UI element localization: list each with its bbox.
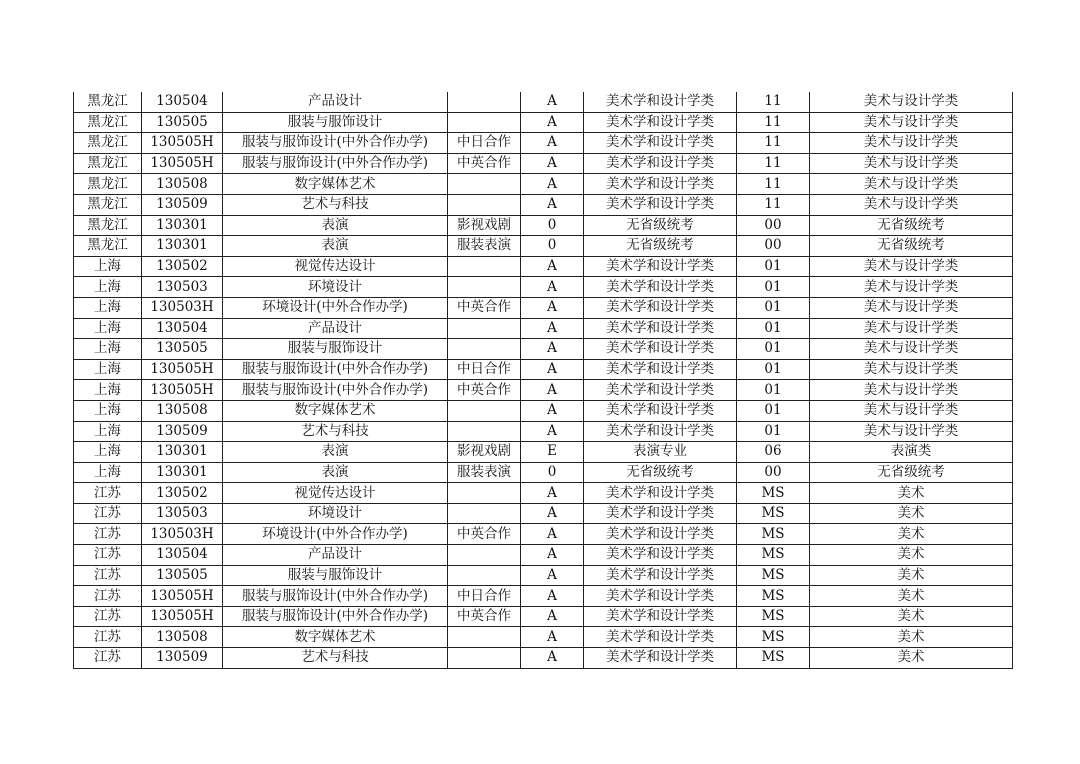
province-cell: 江苏 <box>74 606 142 627</box>
exam-name-cell: 美术 <box>810 503 1013 524</box>
major-name-cell: 环境设计(中外合作办学) <box>223 297 448 318</box>
category-code-cell: A <box>521 565 584 586</box>
table-row <box>74 256 1013 277</box>
major-code-cell: 130301 <box>142 236 223 257</box>
category-code-cell: A <box>521 256 584 277</box>
exam-code-cell: MS <box>737 483 810 504</box>
exam-code-cell: 01 <box>737 400 810 421</box>
exam-name-cell: 无省级统考 <box>810 462 1013 483</box>
table-row <box>74 277 1013 298</box>
direction-cell: 中英合作 <box>448 153 521 174</box>
exam-code-cell: 11 <box>737 133 810 154</box>
major-code-cell: 130509 <box>142 421 223 442</box>
table-row <box>74 174 1013 195</box>
table-row <box>74 339 1013 360</box>
province-cell: 上海 <box>74 318 142 339</box>
direction-cell: 中英合作 <box>448 380 521 401</box>
category-code-cell: A <box>521 277 584 298</box>
exam-name-cell: 美术与设计学类 <box>810 297 1013 318</box>
major-code-cell: 130503H <box>142 297 223 318</box>
category-code-cell: A <box>521 627 584 648</box>
major-name-cell: 视觉传达设计 <box>223 256 448 277</box>
exam-code-cell: 01 <box>737 318 810 339</box>
exam-name-cell: 美术 <box>810 606 1013 627</box>
major-name-cell: 表演 <box>223 442 448 463</box>
major-code-cell: 130502 <box>142 483 223 504</box>
province-cell: 江苏 <box>74 524 142 545</box>
major-name-cell: 表演 <box>223 462 448 483</box>
major-name-cell: 环境设计 <box>223 503 448 524</box>
category-code-cell: A <box>521 133 584 154</box>
exam-code-cell: 11 <box>737 112 810 133</box>
table-body <box>74 92 1013 668</box>
exam-name-cell: 美术与设计学类 <box>810 400 1013 421</box>
province-cell: 上海 <box>74 277 142 298</box>
direction-cell <box>448 318 521 339</box>
major-name-cell: 服装与服饰设计(中外合作办学) <box>223 153 448 174</box>
province-cell: 江苏 <box>74 627 142 648</box>
exam-name-cell: 美术与设计学类 <box>810 112 1013 133</box>
table-row <box>74 112 1013 133</box>
category-name-cell: 美术学和设计学类 <box>584 565 737 586</box>
exam-name-cell: 美术 <box>810 627 1013 648</box>
category-name-cell: 美术学和设计学类 <box>584 400 737 421</box>
major-code-cell: 130505 <box>142 112 223 133</box>
exam-code-cell: MS <box>737 524 810 545</box>
major-code-cell: 130508 <box>142 627 223 648</box>
exam-code-cell: 01 <box>737 339 810 360</box>
document-page <box>73 92 1012 669</box>
category-code-cell: 0 <box>521 462 584 483</box>
exam-code-cell: 01 <box>737 256 810 277</box>
province-cell: 江苏 <box>74 586 142 607</box>
exam-code-cell: 00 <box>737 215 810 236</box>
category-name-cell: 美术学和设计学类 <box>584 133 737 154</box>
major-code-cell: 130505H <box>142 153 223 174</box>
province-cell: 上海 <box>74 339 142 360</box>
direction-cell: 中日合作 <box>448 133 521 154</box>
major-name-cell: 服装与服饰设计 <box>223 565 448 586</box>
category-code-cell: A <box>521 92 584 112</box>
direction-cell <box>448 483 521 504</box>
major-code-cell: 130509 <box>142 194 223 215</box>
direction-cell: 中英合作 <box>448 297 521 318</box>
category-name-cell: 无省级统考 <box>584 215 737 236</box>
category-code-cell: A <box>521 545 584 566</box>
category-code-cell: A <box>521 339 584 360</box>
province-cell: 上海 <box>74 400 142 421</box>
table-row <box>74 483 1013 504</box>
major-code-cell: 130505H <box>142 606 223 627</box>
major-name-cell: 视觉传达设计 <box>223 483 448 504</box>
direction-cell: 服装表演 <box>448 462 521 483</box>
major-code-cell: 130504 <box>142 92 223 112</box>
category-name-cell: 美术学和设计学类 <box>584 318 737 339</box>
major-name-cell: 服装与服饰设计(中外合作办学) <box>223 380 448 401</box>
exam-name-cell: 美术 <box>810 524 1013 545</box>
major-code-cell: 130509 <box>142 648 223 669</box>
table-row <box>74 318 1013 339</box>
direction-cell <box>448 648 521 669</box>
table-row <box>74 524 1013 545</box>
major-code-cell: 130301 <box>142 462 223 483</box>
province-cell: 黑龙江 <box>74 215 142 236</box>
category-code-cell: A <box>521 174 584 195</box>
major-code-cell: 130505 <box>142 565 223 586</box>
direction-cell <box>448 400 521 421</box>
table-row <box>74 359 1013 380</box>
direction-cell: 中英合作 <box>448 606 521 627</box>
major-name-cell: 艺术与科技 <box>223 648 448 669</box>
exam-name-cell: 美术与设计学类 <box>810 339 1013 360</box>
category-name-cell: 美术学和设计学类 <box>584 586 737 607</box>
major-code-cell: 130505H <box>142 133 223 154</box>
exam-name-cell: 无省级统考 <box>810 236 1013 257</box>
table-row <box>74 565 1013 586</box>
province-cell: 江苏 <box>74 545 142 566</box>
major-code-cell: 130504 <box>142 318 223 339</box>
direction-cell <box>448 256 521 277</box>
exam-code-cell: MS <box>737 565 810 586</box>
table-row <box>74 503 1013 524</box>
major-code-cell: 130301 <box>142 442 223 463</box>
direction-cell <box>448 92 521 112</box>
exam-name-cell: 美术 <box>810 545 1013 566</box>
major-code-cell: 130503H <box>142 524 223 545</box>
category-code-cell: A <box>521 421 584 442</box>
exam-name-cell: 美术 <box>810 483 1013 504</box>
category-name-cell: 美术学和设计学类 <box>584 153 737 174</box>
category-name-cell: 无省级统考 <box>584 236 737 257</box>
exam-name-cell: 美术与设计学类 <box>810 277 1013 298</box>
exam-name-cell: 美术与设计学类 <box>810 256 1013 277</box>
exam-name-cell: 美术与设计学类 <box>810 133 1013 154</box>
province-cell: 黑龙江 <box>74 194 142 215</box>
exam-code-cell: 01 <box>737 359 810 380</box>
category-name-cell: 美术学和设计学类 <box>584 627 737 648</box>
major-name-cell: 表演 <box>223 215 448 236</box>
direction-cell: 中日合作 <box>448 586 521 607</box>
exam-code-cell: 01 <box>737 421 810 442</box>
table-row <box>74 380 1013 401</box>
exam-name-cell: 美术与设计学类 <box>810 174 1013 195</box>
table-row <box>74 586 1013 607</box>
table-row <box>74 297 1013 318</box>
major-name-cell: 产品设计 <box>223 318 448 339</box>
table-row <box>74 400 1013 421</box>
major-name-cell: 环境设计(中外合作办学) <box>223 524 448 545</box>
province-cell: 江苏 <box>74 503 142 524</box>
direction-cell <box>448 112 521 133</box>
category-name-cell: 美术学和设计学类 <box>584 545 737 566</box>
table-row <box>74 648 1013 669</box>
exam-code-cell: MS <box>737 503 810 524</box>
table-row <box>74 92 1013 112</box>
major-code-cell: 130505H <box>142 359 223 380</box>
category-name-cell: 表演专业 <box>584 442 737 463</box>
category-code-cell: A <box>521 524 584 545</box>
exam-name-cell: 美术与设计学类 <box>810 318 1013 339</box>
category-name-cell: 美术学和设计学类 <box>584 194 737 215</box>
direction-cell: 服装表演 <box>448 236 521 257</box>
category-code-cell: A <box>521 359 584 380</box>
table-row <box>74 442 1013 463</box>
exam-code-cell: 06 <box>737 442 810 463</box>
table-row <box>74 421 1013 442</box>
major-name-cell: 艺术与科技 <box>223 194 448 215</box>
category-name-cell: 美术学和设计学类 <box>584 606 737 627</box>
category-code-cell: A <box>521 194 584 215</box>
exam-code-cell: 01 <box>737 297 810 318</box>
table-row <box>74 462 1013 483</box>
category-code-cell: A <box>521 648 584 669</box>
major-name-cell: 服装与服饰设计 <box>223 339 448 360</box>
major-name-cell: 服装与服饰设计(中外合作办学) <box>223 606 448 627</box>
province-cell: 上海 <box>74 359 142 380</box>
category-name-cell: 美术学和设计学类 <box>584 92 737 112</box>
exam-name-cell: 美术与设计学类 <box>810 359 1013 380</box>
province-cell: 黑龙江 <box>74 174 142 195</box>
major-code-cell: 130505 <box>142 339 223 360</box>
category-name-cell: 美术学和设计学类 <box>584 339 737 360</box>
exam-name-cell: 美术与设计学类 <box>810 153 1013 174</box>
province-cell: 江苏 <box>74 483 142 504</box>
admissions-table <box>73 92 1013 669</box>
exam-code-cell: 11 <box>737 194 810 215</box>
exam-name-cell: 美术与设计学类 <box>810 92 1013 112</box>
exam-code-cell: MS <box>737 627 810 648</box>
category-code-cell: A <box>521 606 584 627</box>
province-cell: 江苏 <box>74 648 142 669</box>
category-name-cell: 美术学和设计学类 <box>584 112 737 133</box>
table-row <box>74 545 1013 566</box>
category-name-cell: 美术学和设计学类 <box>584 648 737 669</box>
exam-name-cell: 美术 <box>810 586 1013 607</box>
major-name-cell: 产品设计 <box>223 92 448 112</box>
exam-code-cell: 01 <box>737 277 810 298</box>
direction-cell <box>448 503 521 524</box>
category-name-cell: 美术学和设计学类 <box>584 524 737 545</box>
major-name-cell: 数字媒体艺术 <box>223 174 448 195</box>
direction-cell <box>448 277 521 298</box>
category-code-cell: A <box>521 112 584 133</box>
major-code-cell: 130505H <box>142 380 223 401</box>
direction-cell <box>448 174 521 195</box>
category-name-cell: 美术学和设计学类 <box>584 503 737 524</box>
table-row <box>74 194 1013 215</box>
category-name-cell: 美术学和设计学类 <box>584 277 737 298</box>
exam-code-cell: 01 <box>737 380 810 401</box>
major-name-cell: 表演 <box>223 236 448 257</box>
major-code-cell: 130503 <box>142 277 223 298</box>
direction-cell <box>448 627 521 648</box>
major-code-cell: 130508 <box>142 174 223 195</box>
province-cell: 上海 <box>74 380 142 401</box>
major-name-cell: 产品设计 <box>223 545 448 566</box>
table-row <box>74 133 1013 154</box>
category-name-cell: 美术学和设计学类 <box>584 421 737 442</box>
exam-name-cell: 无省级统考 <box>810 215 1013 236</box>
province-cell: 上海 <box>74 442 142 463</box>
major-name-cell: 数字媒体艺术 <box>223 400 448 421</box>
category-name-cell: 美术学和设计学类 <box>584 359 737 380</box>
province-cell: 上海 <box>74 462 142 483</box>
direction-cell <box>448 545 521 566</box>
exam-code-cell: MS <box>737 648 810 669</box>
category-code-cell: A <box>521 380 584 401</box>
province-cell: 上海 <box>74 297 142 318</box>
category-code-cell: A <box>521 503 584 524</box>
major-name-cell: 数字媒体艺术 <box>223 627 448 648</box>
exam-name-cell: 美术 <box>810 648 1013 669</box>
direction-cell: 影视戏剧 <box>448 215 521 236</box>
direction-cell: 中英合作 <box>448 524 521 545</box>
category-name-cell: 美术学和设计学类 <box>584 483 737 504</box>
table-row <box>74 606 1013 627</box>
major-name-cell: 艺术与科技 <box>223 421 448 442</box>
province-cell: 上海 <box>74 256 142 277</box>
exam-code-cell: 11 <box>737 153 810 174</box>
exam-code-cell: MS <box>737 586 810 607</box>
exam-name-cell: 美术 <box>810 565 1013 586</box>
category-code-cell: A <box>521 297 584 318</box>
category-code-cell: E <box>521 442 584 463</box>
table-row <box>74 627 1013 648</box>
direction-cell: 中日合作 <box>448 359 521 380</box>
category-code-cell: A <box>521 483 584 504</box>
category-code-cell: A <box>521 586 584 607</box>
table-row <box>74 236 1013 257</box>
exam-code-cell: 11 <box>737 92 810 112</box>
major-name-cell: 服装与服饰设计(中外合作办学) <box>223 133 448 154</box>
direction-cell: 影视戏剧 <box>448 442 521 463</box>
major-name-cell: 服装与服饰设计 <box>223 112 448 133</box>
direction-cell <box>448 565 521 586</box>
major-name-cell: 服装与服饰设计(中外合作办学) <box>223 359 448 380</box>
province-cell: 黑龙江 <box>74 92 142 112</box>
major-code-cell: 130505H <box>142 586 223 607</box>
exam-code-cell: MS <box>737 545 810 566</box>
category-name-cell: 美术学和设计学类 <box>584 174 737 195</box>
category-name-cell: 无省级统考 <box>584 462 737 483</box>
major-code-cell: 130504 <box>142 545 223 566</box>
exam-code-cell: MS <box>737 606 810 627</box>
province-cell: 黑龙江 <box>74 112 142 133</box>
category-code-cell: 0 <box>521 236 584 257</box>
category-name-cell: 美术学和设计学类 <box>584 380 737 401</box>
direction-cell <box>448 339 521 360</box>
category-code-cell: A <box>521 153 584 174</box>
major-code-cell: 130508 <box>142 400 223 421</box>
province-cell: 黑龙江 <box>74 236 142 257</box>
direction-cell <box>448 421 521 442</box>
exam-name-cell: 表演类 <box>810 442 1013 463</box>
major-name-cell: 环境设计 <box>223 277 448 298</box>
table-row <box>74 153 1013 174</box>
category-name-cell: 美术学和设计学类 <box>584 256 737 277</box>
province-cell: 黑龙江 <box>74 133 142 154</box>
category-code-cell: 0 <box>521 215 584 236</box>
exam-name-cell: 美术与设计学类 <box>810 421 1013 442</box>
direction-cell <box>448 194 521 215</box>
major-code-cell: 130503 <box>142 503 223 524</box>
category-code-cell: A <box>521 400 584 421</box>
table-row <box>74 215 1013 236</box>
major-code-cell: 130502 <box>142 256 223 277</box>
major-name-cell: 服装与服饰设计(中外合作办学) <box>223 586 448 607</box>
province-cell: 上海 <box>74 421 142 442</box>
province-cell: 黑龙江 <box>74 153 142 174</box>
exam-code-cell: 11 <box>737 174 810 195</box>
exam-code-cell: 00 <box>737 236 810 257</box>
province-cell: 江苏 <box>74 565 142 586</box>
category-name-cell: 美术学和设计学类 <box>584 297 737 318</box>
exam-code-cell: 00 <box>737 462 810 483</box>
category-code-cell: A <box>521 318 584 339</box>
major-code-cell: 130301 <box>142 215 223 236</box>
exam-name-cell: 美术与设计学类 <box>810 380 1013 401</box>
exam-name-cell: 美术与设计学类 <box>810 194 1013 215</box>
